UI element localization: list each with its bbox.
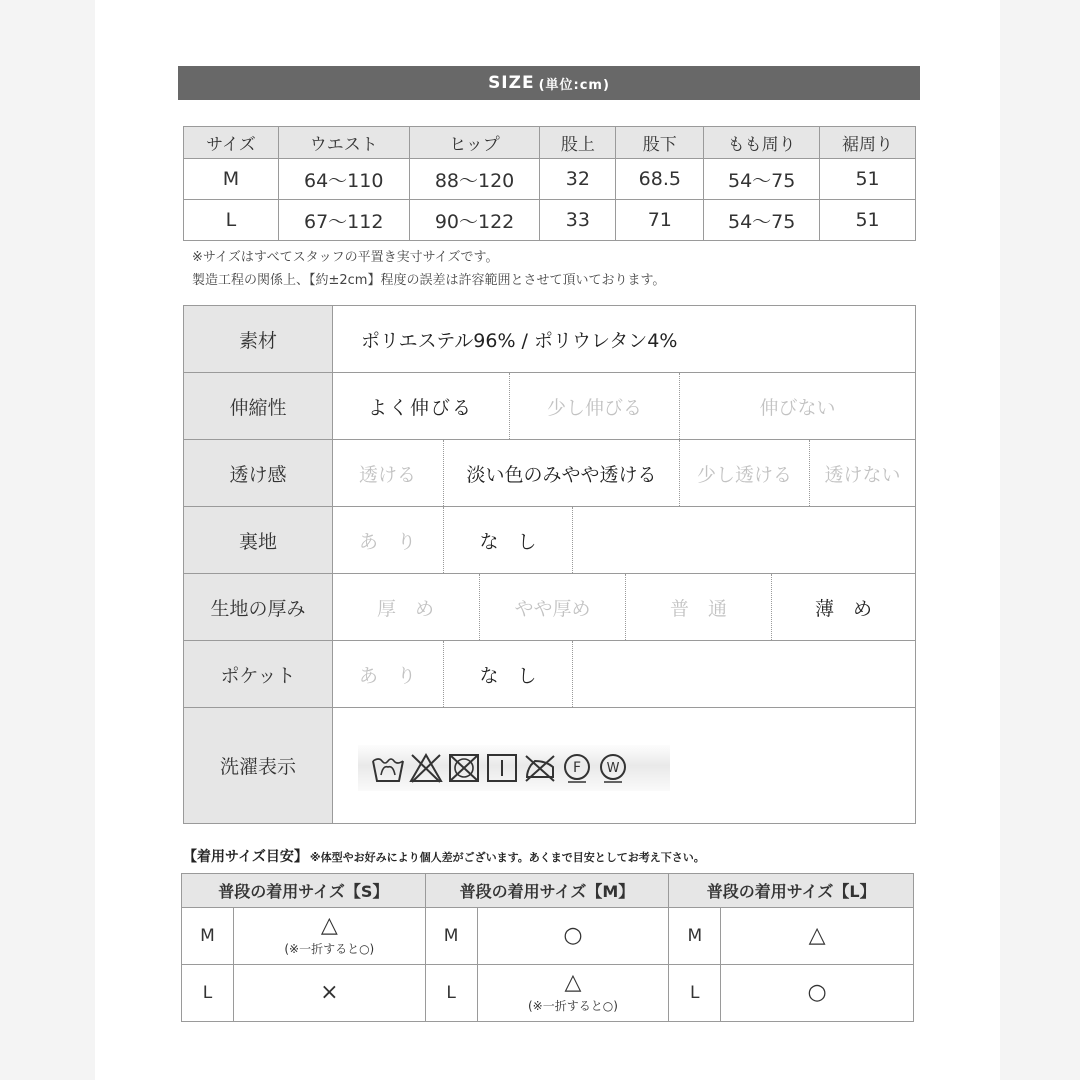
fit-cell (477, 965, 669, 1022)
spec-label: 裏地 (184, 507, 333, 573)
sheer-option: 少し透ける (680, 440, 810, 506)
fit-cell (233, 908, 425, 965)
tolerance-note: 製造工程の関係上、【約±2cm】程度の誤差は許容範囲とさせて頂いております。 (192, 273, 666, 288)
spec-label: 透け感 (184, 440, 333, 506)
spec-label: ポケット (184, 641, 333, 707)
size-table (183, 126, 916, 241)
fit-col-usual-s: 普段の着用サイズ【S】 (182, 874, 426, 908)
pocket-option: あ り (332, 641, 444, 707)
fit-col-usual-m: 普段の着用サイズ【M】 (425, 874, 669, 908)
thickness-option: 普 通 (626, 574, 772, 640)
fit-cell (477, 908, 669, 965)
fit-mark: ○ (563, 923, 583, 948)
spec-row-lining (184, 507, 915, 574)
table-cell: 88〜120 (409, 159, 540, 200)
spec-row-thickness (184, 574, 915, 641)
size-header-unit: (単位:cm) (538, 77, 610, 93)
table-cell: M (184, 159, 279, 200)
table-row (182, 908, 914, 965)
table-cell: 68.5 (616, 159, 704, 200)
fit-mark: ○ (807, 980, 827, 1005)
stretch-option-selected: よく伸びる (332, 373, 510, 439)
material-value: ポリエステル96% / ポリウレタン4% (361, 329, 678, 352)
spec-label: 伸縮性 (184, 373, 333, 439)
pocket-option-selected: な し (444, 641, 573, 707)
care-label-image (358, 745, 670, 791)
lining-option: あ り (332, 507, 444, 573)
lining-option-selected: な し (444, 507, 573, 573)
fit-size-label: M (182, 908, 234, 965)
thickness-option: やや厚め (480, 574, 626, 640)
size-col-size: サイズ (184, 127, 279, 159)
size-col-hem: 裾周り (820, 127, 916, 159)
spec-row-material (184, 306, 915, 373)
size-header (178, 66, 920, 100)
table-cell: L (184, 200, 279, 241)
spec-label: 素材 (184, 306, 333, 372)
spec-table (183, 305, 916, 824)
no-bleach-icon (408, 751, 444, 785)
fit-guide-note: ※体型やお好みにより個人差がございます。あくまで目安としてお考え下さい。 (309, 851, 705, 864)
stretch-option: 少し伸びる (510, 373, 680, 439)
no-iron-icon (522, 751, 558, 785)
fit-subnote: (※一折すると○) (528, 999, 618, 1013)
size-header-title: SIZE (488, 73, 535, 93)
table-cell: 33 (540, 200, 616, 241)
fit-size-label: M (425, 908, 477, 965)
sheer-option-selected: 淡い色のみやや透ける (444, 440, 680, 506)
table-cell: 90〜122 (409, 200, 540, 241)
spec-row-stretch (184, 373, 915, 440)
fit-mark: △ (564, 970, 582, 995)
sheer-option: 透ける (332, 440, 444, 506)
table-row (184, 200, 916, 241)
hand-wash-icon (370, 751, 406, 785)
fit-guide-title (183, 846, 705, 866)
line-dry-icon (484, 751, 520, 785)
spec-row-sheer (184, 440, 915, 507)
spec-label: 洗濯表示 (184, 708, 333, 823)
sheer-option: 透けない (824, 463, 901, 486)
table-cell: 67〜112 (278, 200, 409, 241)
size-table-header-row (184, 127, 916, 159)
table-row (184, 159, 916, 200)
fit-size-label: L (182, 965, 234, 1022)
fit-col-usual-l: 普段の着用サイズ【L】 (669, 874, 914, 908)
fit-mark: △ (320, 913, 338, 938)
fit-header-row (182, 874, 914, 908)
table-cell: 64〜110 (278, 159, 409, 200)
thickness-option: 厚 め (332, 574, 480, 640)
fit-size-label: M (669, 908, 721, 965)
size-col-hip: ヒップ (409, 127, 540, 159)
table-cell: 32 (540, 159, 616, 200)
svg-text:F: F (572, 760, 582, 776)
fit-cell (721, 908, 914, 965)
thickness-option-selected: 薄 め (814, 597, 872, 620)
table-row (182, 965, 914, 1022)
size-col-waist: ウエスト (278, 127, 409, 159)
wet-clean-w-icon (596, 751, 630, 785)
fit-guide-heading: 【着用サイズ目安】 (183, 849, 308, 865)
stretch-option: 伸びない (759, 396, 836, 419)
fit-subnote: (※一折すると○) (284, 942, 375, 956)
svg-text:W: W (606, 761, 620, 776)
spec-row-pocket (184, 641, 915, 708)
size-col-inseam: 股下 (616, 127, 704, 159)
table-cell: 54〜75 (704, 200, 820, 241)
table-cell: 51 (820, 159, 916, 200)
fit-size-label: L (425, 965, 477, 1022)
fit-size-label: L (669, 965, 721, 1022)
spec-label: 生地の厚み (184, 574, 333, 640)
table-cell: 51 (820, 200, 916, 241)
size-note: ※サイズはすべてスタッフの平置き実寸サイズです。 (192, 250, 499, 265)
fit-cell (233, 965, 425, 1022)
dry-clean-f-icon (560, 751, 594, 785)
fit-mark: △ (808, 923, 826, 948)
fit-guide-table (181, 873, 914, 1022)
spec-row-care (184, 708, 915, 823)
fit-cell (721, 965, 914, 1022)
fit-mark: × (320, 980, 339, 1005)
table-cell: 71 (616, 200, 704, 241)
table-cell: 54〜75 (704, 159, 820, 200)
size-col-thigh: もも周り (704, 127, 820, 159)
no-tumble-dry-icon (446, 751, 482, 785)
size-col-rise: 股上 (540, 127, 616, 159)
